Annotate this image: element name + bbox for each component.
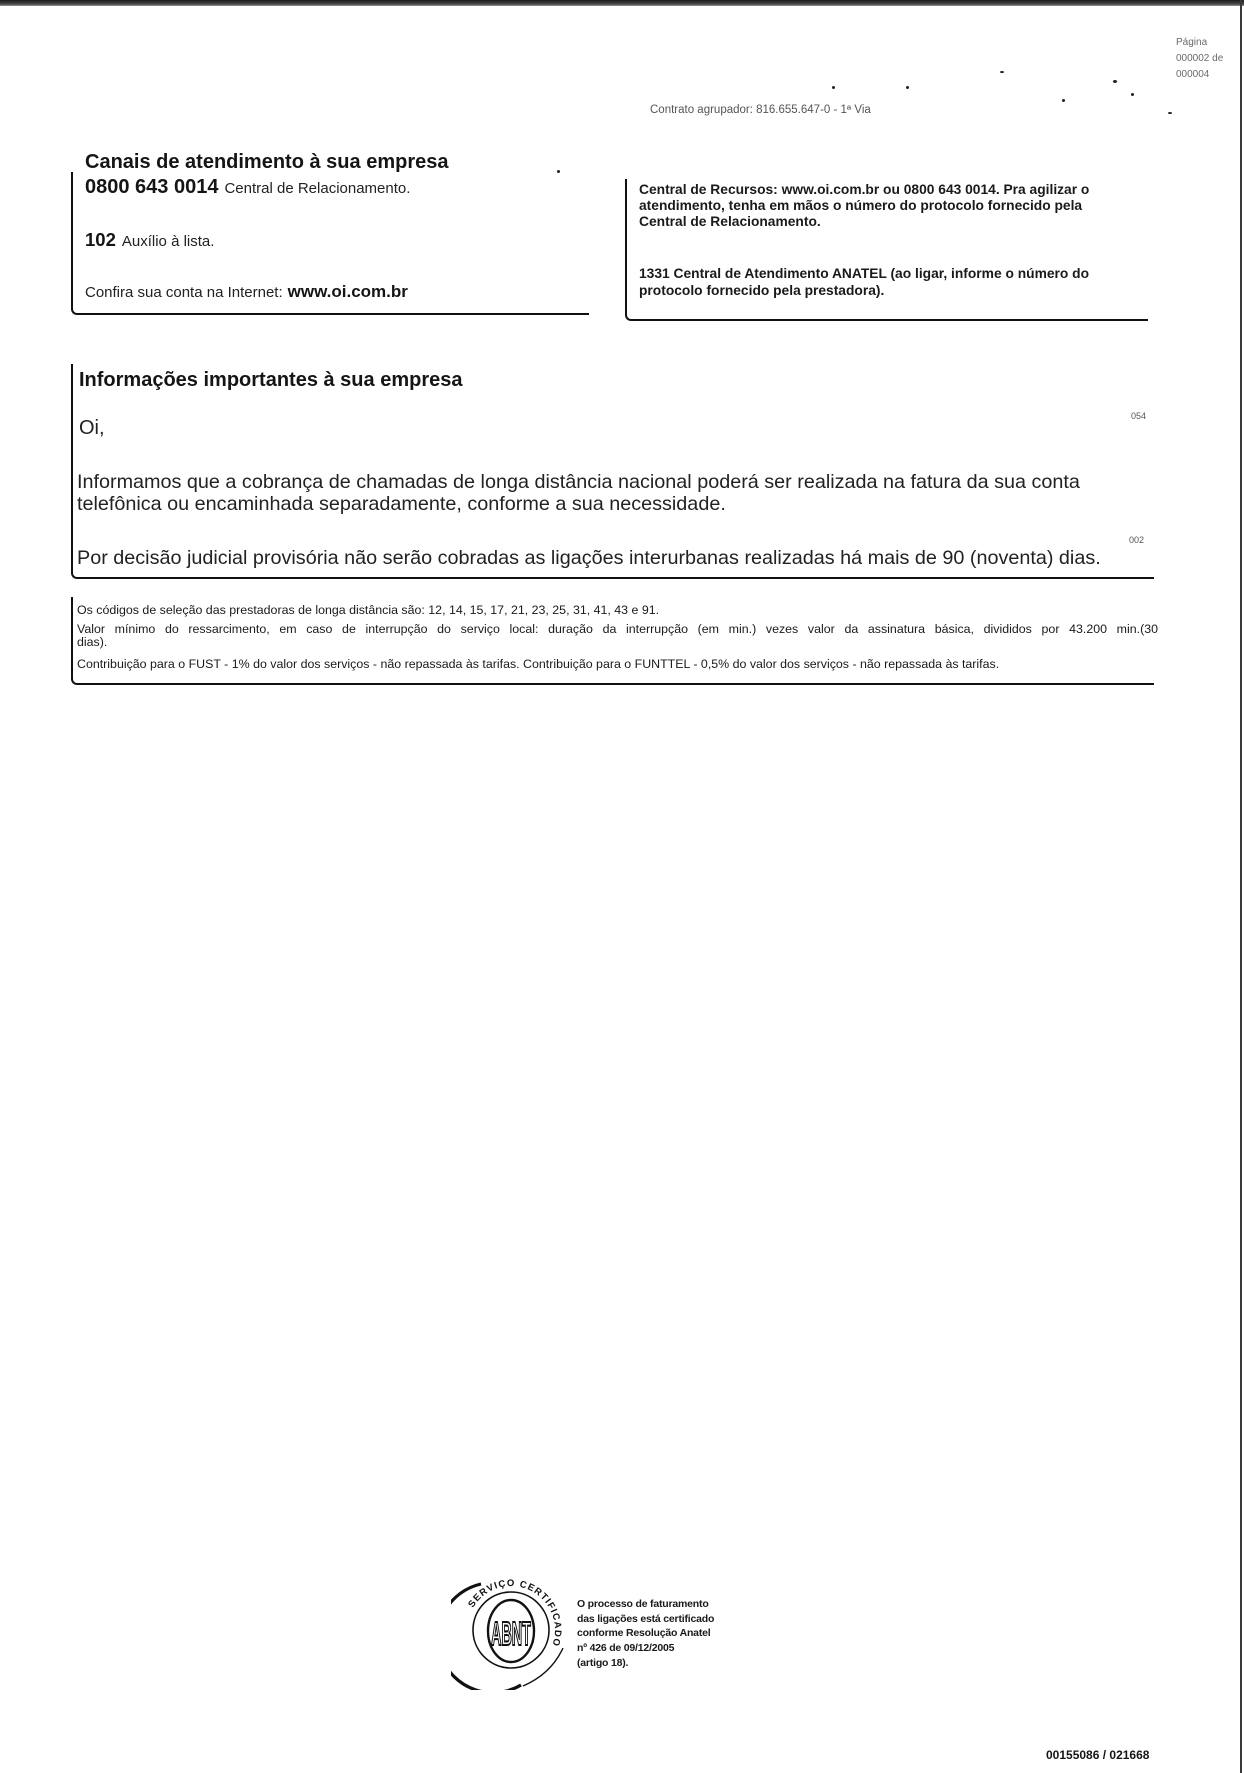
scan-speck xyxy=(832,86,835,89)
internet-label: Confira sua conta na Internet: xyxy=(85,284,283,301)
notice-paragraph-line: telefônica ou encaminhada separadamente, conforme a sua necessidade. xyxy=(77,493,726,515)
scan-speck xyxy=(1000,71,1004,73)
resources-line: atendimento, tenha em mãos o número do protocolo fornecido pela xyxy=(639,198,1083,213)
judicial-notice: Por decisão judicial provisória não serão cobradas as ligações interurbanas realizadas há mais de 90 (noventa) dias. xyxy=(77,547,1101,569)
notice-code: 054 xyxy=(1131,411,1147,421)
fine-print-line: Contribuição para o FUST - 1% do valor dos serviços - não repassada às tarifas. Contribuição para o FUNTTEL - 0,5% do valor dos serviços - não repassada às tarifas. xyxy=(77,657,1000,671)
main-phone-number: 0800 643 0014 xyxy=(85,176,219,198)
scan-speck xyxy=(906,86,909,89)
resources-line: Central de Relacionamento. xyxy=(639,214,821,229)
certification-line: (artigo 18). xyxy=(577,1656,629,1669)
footer-control-number: 00155086 / 021668 xyxy=(1046,1748,1150,1762)
page-label: Página xyxy=(1176,37,1208,48)
abnt-seal-icon xyxy=(451,1570,571,1690)
scan-speck xyxy=(1062,99,1065,102)
certification-line: das ligações está certificado xyxy=(577,1612,715,1625)
scan-top-edge xyxy=(0,0,1244,6)
seal-mark: ABNT xyxy=(491,1616,531,1653)
notices-title: Informações importantes à sua empresa xyxy=(79,369,463,391)
page-number xyxy=(1176,35,1223,83)
scan-speck xyxy=(1168,112,1172,114)
internet-line xyxy=(85,280,408,305)
anatel-line: protocolo fornecido pela prestadora). xyxy=(639,283,885,298)
resources-line: Central de Recursos: www.oi.com.br ou 0800 643 0014. Pra agilizar o xyxy=(639,182,1090,197)
main-phone-line xyxy=(85,175,410,201)
directory-line xyxy=(85,228,214,254)
internet-url: www.oi.com.br xyxy=(287,282,408,301)
seal-ring-text: SERVIÇO CERTIFICADO xyxy=(466,1578,564,1649)
anatel-line: 1331 Central de Atendimento ANATEL (ao ligar, informe o número do xyxy=(639,266,1089,281)
fine-print-line: Os códigos de seleção das prestadoras de longa distância são: 12, 14, 15, 17, 21, 23, 25, 31, 41, 43 e 91. xyxy=(77,603,660,617)
scan-right-edge xyxy=(1240,0,1242,1773)
fine-print-line: Valor mínimo do ressarcimento, em caso de interrupção do serviço local: duração da interrupção (em min.) vezes valor da assinatura básica, divididos por 43.200 min.(30 xyxy=(77,622,1158,636)
page-current: 000002 de xyxy=(1176,53,1224,64)
scan-speck xyxy=(1131,93,1134,96)
contract-number: Contrato agrupador: 816.655.647-0 - 1ª Via xyxy=(650,104,871,116)
main-phone-description: Central de Relacionamento. xyxy=(224,180,411,197)
directory-number: 102 xyxy=(85,229,116,250)
notice-greeting: Oi, xyxy=(79,417,105,439)
certification-line: O processo de faturamento xyxy=(577,1598,709,1610)
channels-title: Canais de atendimento à sua empresa xyxy=(85,151,449,173)
certification-line: conforme Resolução Anatel xyxy=(577,1627,711,1640)
directory-description: Auxílio à lista. xyxy=(121,233,215,250)
certification-text xyxy=(577,1597,714,1671)
notice-code: 002 xyxy=(1129,535,1145,545)
certification-line: nº 426 de 09/12/2005 xyxy=(577,1642,675,1655)
fine-print-line: dias). xyxy=(77,635,108,649)
notice-paragraph-line: Informamos que a cobrança de chamadas de longa distância nacional poderá ser realizada na fatura da sua conta xyxy=(77,471,1080,493)
scan-speck xyxy=(1113,80,1117,83)
page-total: 000004 xyxy=(1176,69,1210,80)
